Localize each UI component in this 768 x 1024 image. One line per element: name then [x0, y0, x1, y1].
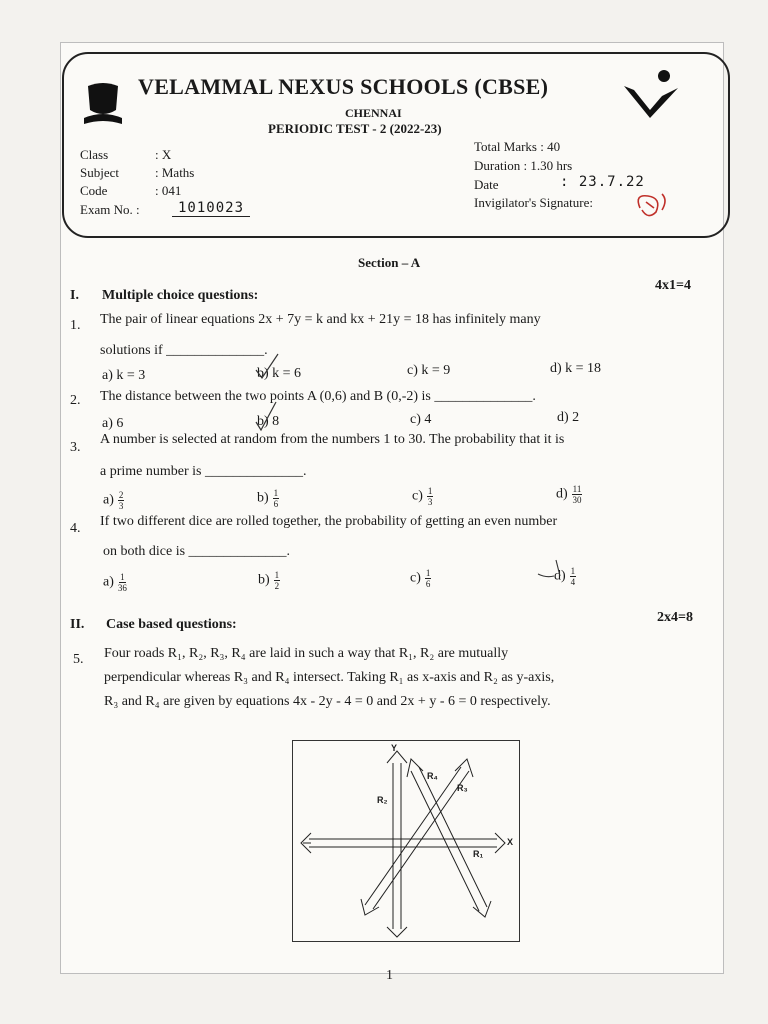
q1-tick-mark-icon [252, 352, 282, 382]
roads-graph [292, 740, 520, 942]
graph-y-label: Y [391, 743, 398, 753]
q4-option-a-label: a) [103, 574, 114, 590]
q5-number: 5. [73, 652, 84, 667]
q1-number: 1. [70, 318, 81, 333]
q1-option-d: d) k = 18 [550, 361, 602, 376]
graph-r1-label: R₁ [473, 849, 484, 859]
q4-line1: If two different dice are rolled together, the probability of getting an even number [100, 514, 558, 529]
q4-b-numerator: 1 [274, 570, 280, 580]
q4-option-b-fraction [274, 570, 281, 591]
total-marks: Total Marks : 40 [474, 139, 561, 154]
q3-number: 3. [70, 440, 81, 455]
q4-d-denominator: 4 [570, 577, 576, 587]
q1-option-b: b) k = 6 [257, 366, 302, 381]
r2-road-line [393, 763, 401, 929]
q5-line1: Four roads R₁, R₂, R₃, R₄ are laid in such a way that R₁, R₂ are mutually [104, 646, 509, 661]
examno-label: Exam No. : [80, 202, 140, 217]
test-title: PERIODIC TEST - 2 (2022-23) [268, 121, 442, 136]
code-label: Code [80, 183, 108, 198]
subject-label: Subject [80, 165, 119, 180]
q3-option-b-fraction [273, 488, 280, 509]
q4-option-a-fraction [118, 572, 127, 593]
q1-line1: The pair of linear equations 2x + 7y = k and kx + 21y = 18 has infinitely many [100, 312, 541, 327]
code-value: : 041 [155, 183, 182, 198]
q3-option-a [103, 490, 124, 511]
duration: Duration : 1.30 hrs [474, 158, 573, 173]
q4-option-a [103, 572, 127, 593]
q4-tick-mark-icon [536, 556, 570, 582]
q4-option-c-fraction [425, 568, 432, 589]
q4-line2: on both dice is ______________. [103, 544, 291, 559]
section-heading: Section – A [358, 255, 421, 270]
examno-value: 1010023 [172, 200, 250, 217]
q4-option-c-label: c) [410, 570, 421, 586]
q3-c-denominator: 3 [427, 497, 433, 507]
invigilator-signature-icon [632, 188, 672, 222]
q3-b-numerator: 1 [273, 488, 279, 498]
q3-d-denominator: 30 [572, 495, 582, 505]
q4-option-d-label: d) [554, 568, 566, 584]
page-number: 1 [386, 968, 393, 983]
q3-line1: A number is selected at random from the numbers 1 to 30. The probability that it is [100, 432, 565, 447]
q5-line3: R₃ and R₄ are given by equations 4x - 2y - 4 = 0 and 2x + y - 6 = 0 respectively. [104, 694, 551, 709]
q3-c-numerator: 1 [427, 486, 433, 496]
q3-option-a-label: a) [103, 492, 114, 508]
class-label: Class [80, 147, 109, 162]
q3-option-a-fraction [118, 490, 125, 511]
q3-a-numerator: 2 [118, 490, 124, 500]
q3-option-d-label: d) [556, 486, 568, 502]
x-axis-right-arrow [495, 833, 505, 853]
q2-option-c: c) 4 [410, 412, 432, 427]
q4-c-denominator: 6 [425, 579, 431, 589]
r4-top-arrow [407, 759, 423, 777]
date-label: Date [474, 177, 499, 192]
q3-a-denominator: 3 [118, 501, 124, 511]
part1-title: Multiple choice questions: [102, 288, 259, 303]
q2-tick-mark-icon [252, 400, 282, 434]
school-crest-icon [80, 80, 126, 130]
q3-option-d [556, 484, 582, 505]
date-value: : 23.7.22 [560, 174, 645, 190]
city-name: CHENNAI [345, 106, 402, 120]
q3-option-c-fraction [427, 486, 434, 507]
q3-option-b [257, 488, 279, 509]
q3-option-d-fraction [572, 484, 583, 505]
r3-bottom-arrow [361, 899, 379, 915]
q4-a-numerator: 1 [120, 572, 125, 582]
q5-line2: perpendicular whereas R₃ and R₄ intersect. Taking R₁ as x-axis and R₂ as y-axis, [104, 670, 555, 685]
class-value: : X [155, 147, 172, 162]
x-axis-left-arrow [301, 833, 311, 853]
q3-b-denominator: 6 [273, 499, 279, 509]
q4-b-denominator: 2 [274, 581, 280, 591]
q1-line2: solutions if ______________. [100, 343, 268, 358]
q4-d-numerator: 1 [570, 566, 576, 576]
q1-option-c: c) k = 9 [407, 363, 451, 378]
q3-option-b-label: b) [257, 490, 269, 506]
q2-option-b: b) 8 [257, 414, 280, 429]
part2-number: II. [70, 617, 85, 632]
subject-value: : Maths [155, 165, 195, 180]
q4-option-d-fraction [570, 566, 577, 587]
y-axis-bottom-arrow [387, 927, 407, 937]
graph-r4-label: R₄ [427, 771, 438, 781]
r1-road-line [309, 839, 497, 847]
school-logo-icon [620, 66, 682, 124]
q4-option-c [410, 568, 431, 589]
part1-number: I. [70, 288, 79, 303]
q4-option-b [258, 570, 280, 591]
q2-number: 2. [70, 393, 81, 408]
roads-graph-svg [293, 741, 519, 941]
part1-marks: 4x1=4 [655, 278, 691, 293]
graph-x-label: X [507, 837, 514, 847]
q3-option-c-label: c) [412, 488, 423, 504]
q4-option-b-label: b) [258, 572, 270, 588]
q3-d-numerator: 11 [572, 484, 582, 494]
q2-line1: The distance between the two points A (0,6) and B (0,-2) is ______________. [100, 389, 536, 404]
q3-line2: a prime number is ______________. [100, 464, 307, 479]
invigilator-label: Invigilator's Signature: [474, 195, 593, 210]
q2-option-d: d) 2 [557, 410, 580, 425]
q4-a-denominator: 36 [117, 583, 127, 593]
q4-c-numerator: 1 [425, 568, 431, 578]
part2-title: Case based questions: [106, 617, 237, 632]
q4-number: 4. [70, 521, 81, 536]
school-name: VELAMMAL NEXUS SCHOOLS (CBSE) [138, 74, 549, 99]
q3-option-c [412, 486, 433, 507]
q2-option-a: a) 6 [102, 416, 124, 431]
part2-marks: 2x4=8 [657, 610, 693, 625]
q1-option-a: a) k = 3 [102, 368, 146, 383]
r3-top-arrow [455, 759, 473, 777]
graph-r2-label: R₂ [377, 795, 388, 805]
graph-r3-label: R₃ [457, 783, 468, 793]
